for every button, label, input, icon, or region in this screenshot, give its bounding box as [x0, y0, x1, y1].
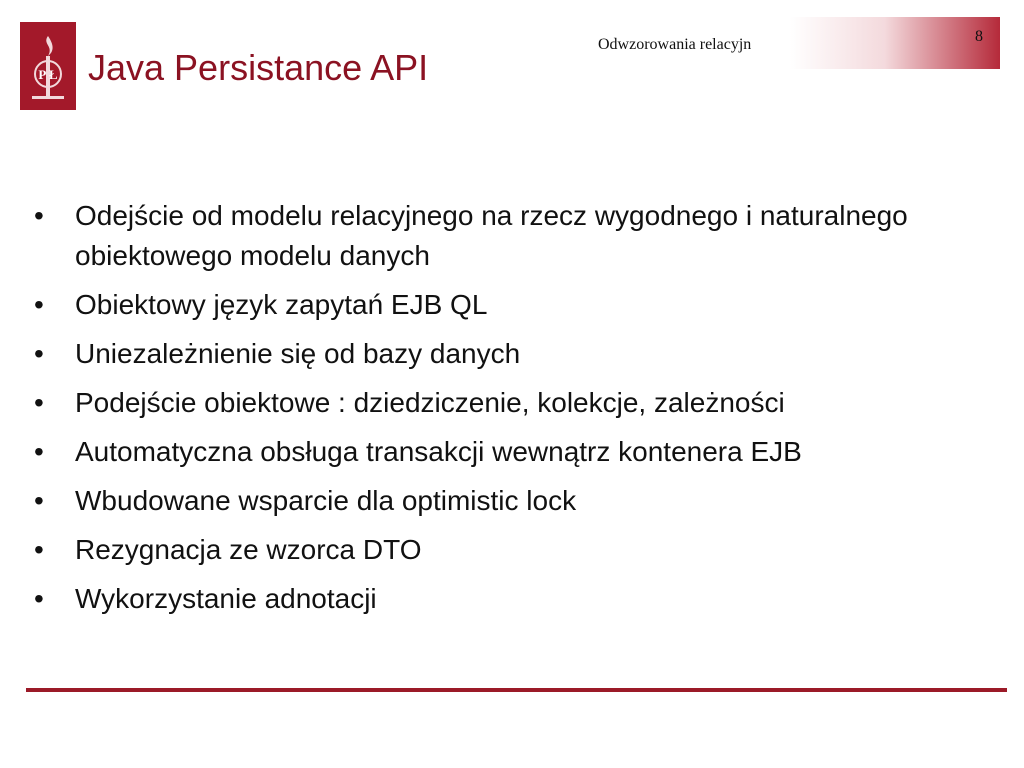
bullet-text: Rezygnacja ze wzorca DTO: [75, 534, 422, 565]
bullet-item: [34, 481, 994, 521]
slide-title: Java Persistance API: [88, 47, 429, 88]
bullet-icon: •: [34, 289, 44, 320]
bullet-item: [34, 196, 994, 276]
bullet-text: Automatyczna obsługa transakcji wewnątrz kontenera EJB: [75, 436, 802, 467]
bullet-icon: •: [34, 583, 44, 614]
bullet-icon: •: [34, 387, 44, 418]
bullet-item: [34, 579, 994, 619]
page-number: 8: [975, 28, 983, 45]
header-gradient-bar: [790, 17, 1000, 69]
logo-emblem-icon: [20, 22, 76, 110]
logo-letters: P Ł: [38, 67, 58, 82]
bullet-text: Wbudowane wsparcie dla optimistic lock: [75, 485, 577, 516]
bullet-icon: •: [34, 485, 44, 516]
bullet-text: Podejście obiektowe : dziedziczenie, kolekcje, zależności: [75, 387, 785, 418]
bullet-item: [34, 530, 994, 570]
bullet-icon: •: [34, 534, 44, 565]
bullet-list: [34, 196, 994, 628]
bullet-item: [34, 383, 994, 423]
bullet-icon: •: [34, 338, 44, 369]
bullet-text: Odejście od modelu relacyjnego na rzecz wygodnego i naturalnego obiektowego modelu danych: [75, 200, 908, 271]
bullet-text: Wykorzystanie adnotacji: [75, 583, 377, 614]
bullet-text: Obiektowy język zapytań EJB QL: [75, 289, 488, 320]
bullet-item: [34, 334, 994, 374]
university-logo: [20, 22, 76, 110]
bullet-icon: •: [34, 200, 44, 231]
bullet-text: Uniezależnienie się od bazy danych: [75, 338, 521, 369]
bullet-item: [34, 285, 994, 325]
running-header: Odwzorowania relacyjn: [598, 37, 752, 53]
footer-divider: [26, 688, 1007, 692]
bullet-icon: •: [34, 436, 44, 467]
bullet-item: [34, 432, 994, 472]
